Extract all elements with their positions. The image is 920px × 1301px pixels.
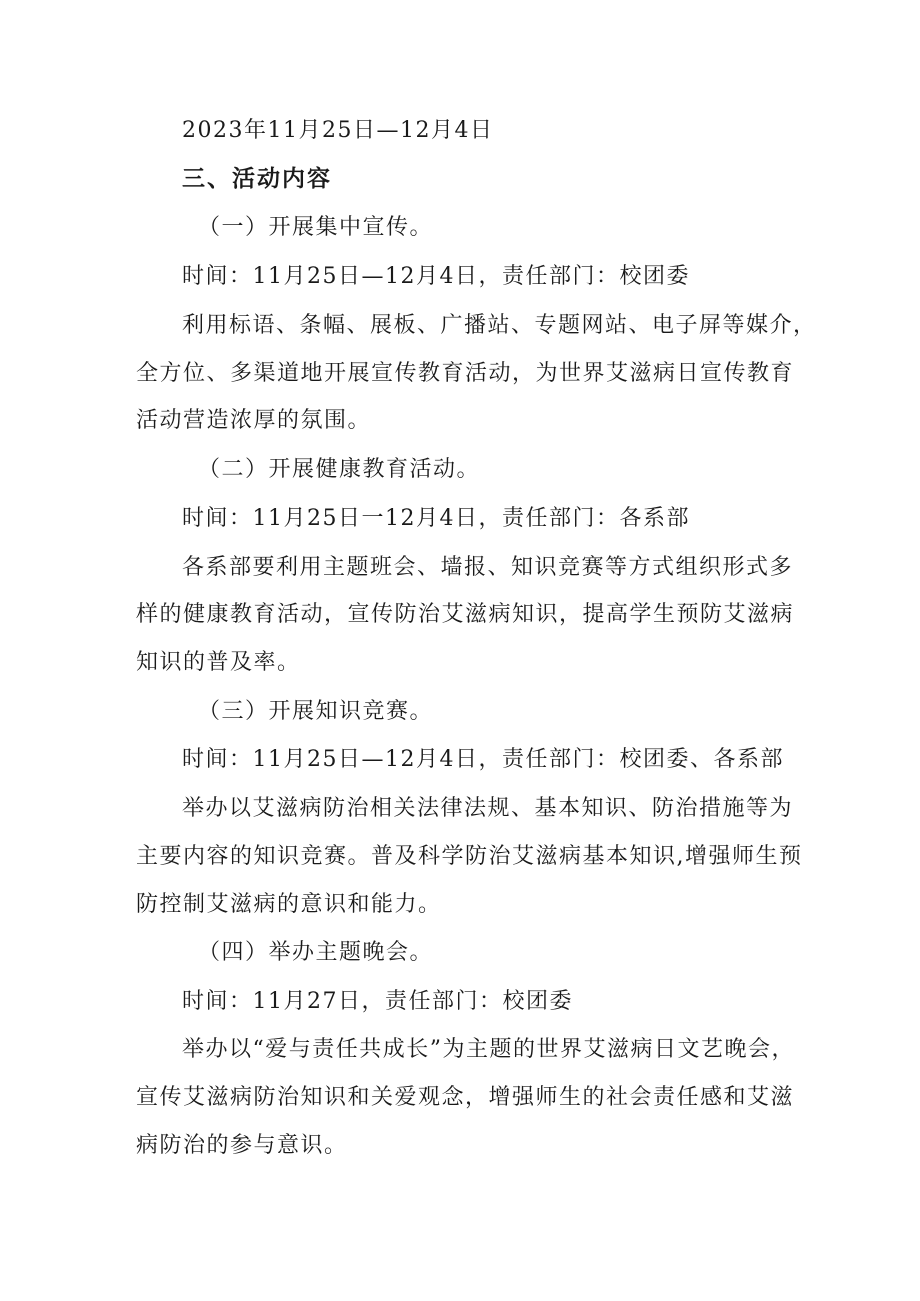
paragraph-2-line-1: 各系部要利用主题班会、墙报、知识竞赛等方式组织形式多 xyxy=(182,555,794,580)
paragraph-2-line-3: 知识的普及率。 xyxy=(136,650,301,675)
time-line-3: 时间：11月25日—12月4日，责任部门：校团委、各系部 xyxy=(182,747,784,772)
subsection-title-2: （二）开展健康教育活动。 xyxy=(198,457,481,482)
paragraph-1-line-3: 活动营造浓厚的氛围。 xyxy=(136,408,372,433)
paragraph-3-line-2: 主要内容的知识竞赛。普及科学防治艾滋病基本知识,增强师生预 xyxy=(136,844,803,869)
paragraph-1-line-1: 利用标语、条幅、展板、广播站、专题网站、电子屏等媒介， xyxy=(182,313,817,338)
paragraph-2-line-2: 样的健康教育活动，宣传防治艾滋病知识，提高学生预防艾滋病 xyxy=(136,602,795,627)
paragraph-4-line-3: 病防治的参与意识。 xyxy=(136,1133,348,1158)
paragraph-3-line-1: 举办以艾滋病防治相关法律法规、基本知识、防治措施等为 xyxy=(182,796,794,821)
paragraph-4-line-2: 宣传艾滋病防治知识和关爱观念，增强师生的社会责任感和艾滋 xyxy=(136,1085,795,1110)
section-heading-activities: 三、活动内容 xyxy=(182,166,332,192)
paragraph-1-line-2: 全方位、多渠道地开展宣传教育活动，为世界艾滋病日宣传教育 xyxy=(136,361,795,386)
paragraph-4-line-1: 举办以“爱与责任共成长”为主题的世界艾滋病日文艺晚会， xyxy=(182,1037,795,1062)
time-line-4: 时间：11月27日，责任部门：校团委 xyxy=(182,989,573,1014)
time-line-2: 时间：11月25日一12月4日，责任部门：各系部 xyxy=(182,506,690,531)
paragraph-3-line-3: 防控制艾滋病的意识和能力。 xyxy=(136,892,442,917)
subsection-title-3: （三）开展知识竞赛。 xyxy=(198,699,434,724)
date-range-line: 2023年11月25日—12月4日 xyxy=(182,118,494,143)
subsection-title-1: （一）开展集中宣传。 xyxy=(198,215,434,240)
subsection-title-4: （四）举办主题晚会。 xyxy=(198,940,434,965)
time-line-1: 时间：11月25日—12月4日，责任部门：校团委 xyxy=(182,264,690,289)
